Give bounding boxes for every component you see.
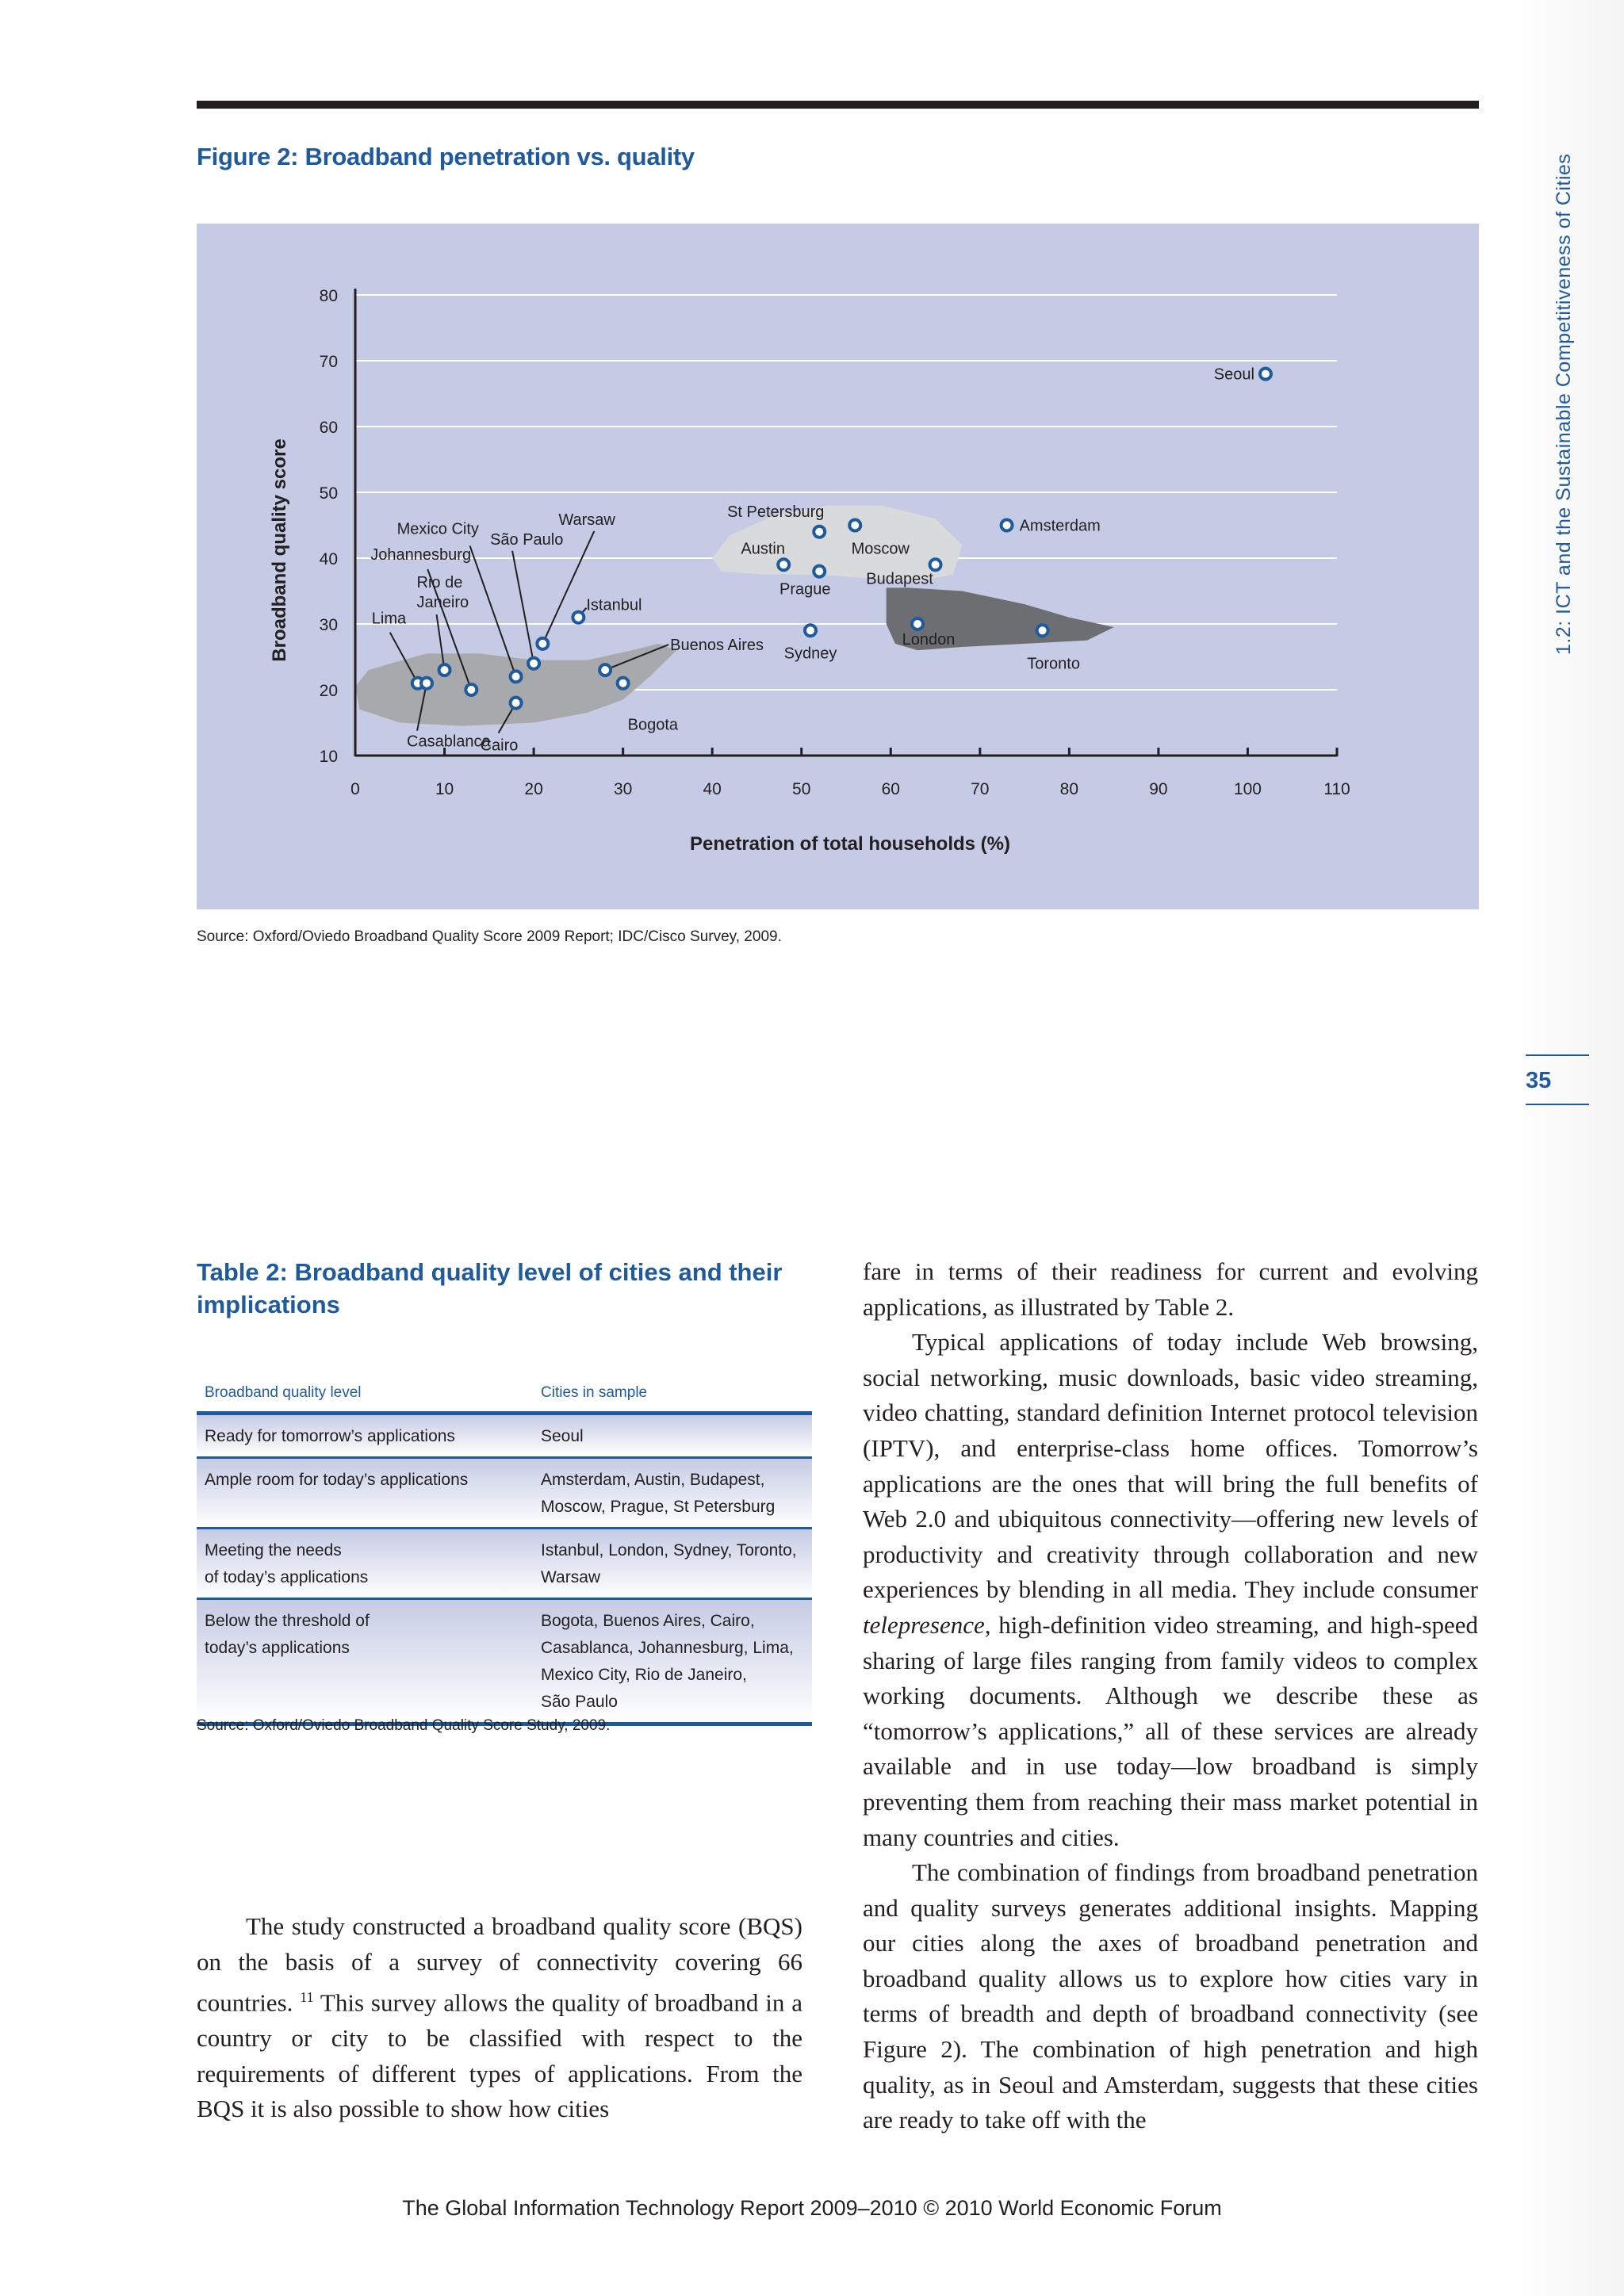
point-label: Bogota bbox=[627, 716, 679, 734]
left-paragraph-rest: This survey allows the quality of broadband in a country or city to be classified with respect to the requirements of different types of applications. From the BQS it is also possible to show how cities bbox=[197, 1988, 802, 2123]
table-header-level: Broadband quality level bbox=[205, 1384, 362, 1401]
point-label: Austin bbox=[741, 540, 786, 558]
y-tick-label: 70 bbox=[319, 353, 338, 371]
point-label: Warsaw bbox=[558, 511, 615, 529]
table-cell-line: Moscow, Prague, St Petersburg bbox=[541, 1498, 776, 1516]
table-cell-line: Casablanca, Johannesburg, Lima, bbox=[541, 1639, 794, 1657]
table-row bbox=[197, 1459, 812, 1529]
y-tick-label: 30 bbox=[319, 616, 338, 634]
x-tick-label: 10 bbox=[435, 780, 454, 798]
table-cell-line: Warsaw bbox=[541, 1568, 601, 1586]
table-title: Table 2: Broadband quality level of cities and their implications bbox=[197, 1258, 783, 1318]
point-label: Budapest bbox=[866, 570, 933, 588]
table-cell-cities bbox=[541, 1529, 812, 1598]
data-point-mexico-city bbox=[511, 671, 522, 682]
right-paragraph-1: fare in terms of their readiness for current and evolving applications, as illustrated by Table 2. bbox=[863, 1257, 1478, 1321]
quality-table bbox=[197, 1378, 812, 1726]
table-header-cities: Cities in sample bbox=[541, 1384, 648, 1401]
data-point-st-petersburg bbox=[814, 526, 825, 538]
table-cell-line: Below the threshold of bbox=[205, 1612, 370, 1630]
right-paragraph-2 bbox=[863, 1325, 1478, 1855]
point-label: Sydney bbox=[783, 645, 837, 663]
data-point-warsaw bbox=[537, 638, 548, 649]
point-label: Rio de bbox=[416, 574, 463, 592]
scatter-chart bbox=[197, 224, 1479, 909]
point-label: Lima bbox=[371, 610, 407, 628]
y-tick-label: 20 bbox=[319, 682, 338, 700]
table-cell-line: Istanbul, London, Sydney, Toronto, bbox=[541, 1541, 797, 1559]
x-tick-label: 20 bbox=[524, 780, 543, 798]
table-row bbox=[197, 1600, 812, 1726]
table-cell-line: of today’s applications bbox=[205, 1568, 369, 1586]
data-point-s-o-paulo bbox=[528, 658, 539, 669]
x-tick-label: 60 bbox=[881, 780, 900, 798]
x-tick-label: 90 bbox=[1149, 780, 1168, 798]
table-cell-cities bbox=[541, 1415, 812, 1456]
table-cell-line: São Paulo bbox=[541, 1693, 618, 1711]
table-cell-level bbox=[197, 1459, 541, 1527]
chapter-side-caption: 1.2: ICT and the Sustainable Competitiveness of Cities bbox=[1553, 153, 1575, 655]
table-cell-line: Ample room for today’s applications bbox=[205, 1471, 469, 1489]
point-label: Amsterdam bbox=[1019, 517, 1101, 535]
table-row bbox=[197, 1415, 812, 1459]
table-cell-line: Meeting the needs bbox=[205, 1541, 342, 1559]
table-cell-level bbox=[197, 1600, 541, 1722]
data-point-johannesburg bbox=[465, 684, 477, 695]
x-tick-label: 30 bbox=[613, 780, 633, 798]
left-paragraph-start: The study constructed a broadband quality score (BQS) on the basis of a survey of connectivity covering 66 countries. bbox=[197, 1912, 802, 2017]
table-cell-cities bbox=[541, 1600, 812, 1722]
page-number: 35 bbox=[1526, 1068, 1552, 1093]
right-paragraph-2-b: high-definition video streaming, and high-speed sharing of large files ranging from family videos to complex working documents. Although we describe these as “tomorrow’s applications,” all of these services are already available and in use today—low broadband is simply preventing them from reaching their mass market potential in many countries and cities. bbox=[863, 1610, 1478, 1851]
table-row bbox=[197, 1529, 812, 1600]
table-cell-line: Bogota, Buenos Aires, Cairo, bbox=[541, 1612, 755, 1630]
point-label: Casablanca bbox=[407, 733, 491, 751]
data-point-seoul bbox=[1260, 369, 1271, 380]
point-label: Buenos Aires bbox=[670, 637, 764, 655]
x-axis-title: Penetration of total households (%) bbox=[689, 833, 1011, 855]
y-tick-label: 40 bbox=[319, 550, 338, 568]
point-label: Cairo bbox=[480, 737, 519, 755]
point-label: Johannesburg bbox=[370, 546, 472, 564]
table-cell-line: Ready for tomorrow’s applications bbox=[205, 1427, 455, 1445]
y-tick-label: 80 bbox=[319, 287, 338, 305]
x-tick-label: 50 bbox=[792, 780, 811, 798]
table-cell-line: Amsterdam, Austin, Budapest, bbox=[541, 1471, 765, 1489]
x-tick-label: 40 bbox=[703, 780, 722, 798]
x-tick-label: 0 bbox=[350, 780, 360, 798]
page-number-rule-bottom bbox=[1526, 1104, 1589, 1105]
data-point-casablanca bbox=[421, 678, 432, 689]
data-point-cairo bbox=[511, 698, 522, 709]
y-tick-label: 10 bbox=[319, 748, 338, 766]
table-cell-cities bbox=[541, 1459, 812, 1527]
point-label: São Paulo bbox=[490, 530, 564, 549]
left-paragraph bbox=[197, 1909, 802, 2127]
data-point-austin bbox=[778, 559, 789, 570]
left-column-text bbox=[197, 1909, 802, 2127]
data-point-amsterdam bbox=[1002, 520, 1013, 531]
table-cell-line: Seoul bbox=[541, 1427, 584, 1445]
point-label: Mexico City bbox=[396, 520, 479, 538]
table-cell-line: today’s applications bbox=[205, 1639, 350, 1657]
right-column-text bbox=[863, 1254, 1478, 2138]
point-label: Prague bbox=[779, 580, 831, 599]
point-label: Istanbul bbox=[586, 596, 642, 614]
table-cell-level bbox=[197, 1529, 541, 1598]
right-paragraph-2-a: Typical applications of today include Web browsing, social networking, music downloads, basic video streaming, video chatting, standard definition Internet protocol television (IPTV), and enterprise-class home offices. Tomorrow’s applications are the ones that will bring the full benefits of Web 2.0 and ubiquitous connectivity—offering new levels of productivity and creativity through collaboration and new experiences by blending in all media. They include consumer bbox=[863, 1328, 1478, 1604]
table-cell-level bbox=[197, 1415, 541, 1456]
table-header-row bbox=[197, 1378, 812, 1415]
chart-panel bbox=[197, 224, 1479, 909]
figure-source: Source: Oxford/Oviedo Broadband Quality Score 2009 Report; IDC/Cisco Survey, 2009. bbox=[197, 928, 782, 945]
page-footer: The Global Information Technology Report 2009–2010 © 2010 World Economic Forum bbox=[402, 2196, 1222, 2220]
point-label: Moscow bbox=[851, 540, 910, 558]
point-label: London bbox=[902, 631, 956, 649]
point-label: St Petersburg bbox=[727, 503, 825, 521]
footnote-marker: 11 bbox=[300, 1989, 314, 2006]
data-point-bogota bbox=[618, 678, 629, 689]
data-point-rio-de-janeiro bbox=[439, 664, 450, 675]
data-point-sydney bbox=[805, 625, 816, 636]
x-tick-label: 80 bbox=[1059, 780, 1079, 798]
data-point-moscow bbox=[849, 520, 860, 531]
y-tick-label: 60 bbox=[319, 419, 338, 437]
point-label: Toronto bbox=[1027, 655, 1080, 673]
y-axis-title: Broadband quality score bbox=[269, 438, 290, 662]
table-source: Source: Oxford/Oviedo Broadband Quality Score Study, 2009. bbox=[197, 1717, 611, 1734]
point-label: Seoul bbox=[1213, 365, 1254, 384]
page-number-rule-top bbox=[1526, 1054, 1589, 1056]
right-paragraph-3: The combination of findings from broadband penetration and quality surveys generates additional insights. Mapping our cities along the axes of broadband penetration and broadband quality allows us to explore how cities vary in terms of breadth and depth of broadband connectivity (see Figure 2). The combination of high penetration and high quality, as in Seoul and Amsterdam, suggests that these cities are ready to take off with the bbox=[863, 1858, 1478, 2134]
data-point-buenos-aires bbox=[599, 664, 611, 675]
right-paragraph-2-italic: telepresence, bbox=[863, 1610, 991, 1639]
top-rule bbox=[197, 101, 1479, 109]
figure-title: Figure 2: Broadband penetration vs. quality bbox=[197, 143, 695, 170]
x-tick-label: 110 bbox=[1323, 780, 1350, 798]
x-tick-label: 70 bbox=[971, 780, 990, 798]
data-point-toronto bbox=[1037, 625, 1048, 636]
data-point-budapest bbox=[930, 559, 941, 570]
data-point-london bbox=[912, 618, 923, 629]
table-cell-line: Mexico City, Rio de Janeiro, bbox=[541, 1666, 747, 1684]
y-tick-label: 50 bbox=[319, 484, 338, 503]
data-point-prague bbox=[814, 566, 825, 577]
point-label: Janeiro bbox=[416, 594, 469, 612]
data-point-istanbul bbox=[573, 612, 584, 623]
x-tick-label: 100 bbox=[1233, 780, 1262, 798]
